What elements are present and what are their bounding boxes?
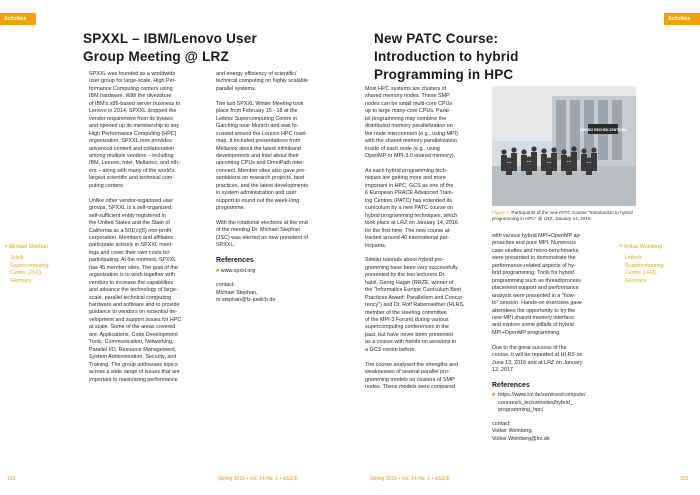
footer-page-number: 103 [680, 476, 689, 482]
body-line: Most HPC systems are clusters of [365, 86, 447, 92]
body-paragraph [365, 257, 484, 354]
body-line: With the rotational elections at the end [216, 220, 308, 227]
body-line: nodes. These models were compared [365, 384, 456, 391]
body-line: ings and cover their own costs for [89, 249, 170, 256]
contact-email[interactable]: m.stephan@fz-juelich.de [216, 297, 276, 304]
body-line: as a course with hands-on sessions in [365, 339, 457, 346]
references-heading: References [216, 257, 254, 265]
affiliation-line: Germany [10, 277, 32, 284]
right-column-2-body [492, 233, 612, 375]
section-tab-right: Activities [664, 13, 700, 25]
body-line: across a wide range of issues that are [89, 369, 180, 376]
body-line: among multiple vendors – including [89, 152, 174, 159]
body-paragraph [89, 198, 207, 384]
body-line: 6 European PRACE Advanced Train- [365, 190, 454, 197]
body-line: ers – along with many of the world's [89, 167, 175, 174]
body-line: place from February 15 - 18 at the [216, 108, 298, 115]
body-line: SPXXL. [216, 242, 235, 249]
reference-item [216, 268, 334, 275]
body-line: participate actively in SPXXL meet- [89, 242, 173, 249]
body-line: gramming have been very successfully [365, 264, 458, 271]
author-name: Volker Weinberg [623, 244, 663, 250]
body-line: and energy efficiency of scientific/ [216, 71, 297, 77]
right-title-line: New PATC Course: [374, 31, 499, 46]
body-paragraph [216, 71, 334, 93]
body-line: ing Centres (PATC) has extended its [365, 197, 452, 204]
body-line: sentations on research projects, best [216, 175, 305, 182]
body-line: distributed memory parallelization on [365, 123, 453, 130]
body-line: vendors to increase the capabilities [89, 279, 174, 286]
body-line: new MPI shared memory interface [492, 314, 575, 321]
contact-label: contact: [216, 282, 235, 289]
body-line: groups, SPXXL is a self-organized, [89, 205, 173, 212]
right-page [350, 0, 700, 495]
left-column-1 [89, 71, 207, 391]
body-line: user group for large-scale, High Per- [89, 78, 177, 85]
body-line: analysis were presented in a "how- [492, 292, 576, 299]
right-column-1 [365, 86, 484, 399]
body-line: inside of each node (e.g., using [365, 145, 440, 152]
body-line: nodes can be small multi-core CPUs [365, 100, 453, 107]
body-line: of the meeting Dr. Michael Stephan [216, 227, 301, 234]
bullet-icon: • [620, 244, 623, 250]
body-line: scale, parallel technical computing [89, 294, 172, 301]
body-line: As each hybrid programming tech- [365, 167, 448, 174]
left-column-2 [216, 71, 334, 305]
body-line: practices, and the latest developments [216, 182, 308, 189]
body-line: for the first time. The new course at- [365, 227, 452, 234]
section-tab-left: Activities [0, 13, 36, 25]
body-line: formance Computing centers using [89, 85, 173, 92]
body-line: 12, 2017. [492, 367, 515, 374]
body-line: OpenMP or MPI-3.0 shared memory). [365, 153, 456, 160]
body-line: habil. Georg Hager (RRZE, winner of [365, 279, 454, 286]
body-line: with the shared memory parallelization [365, 138, 457, 145]
body-line: up to large many-core CPUs. Paral- [365, 108, 451, 115]
body-line: shared memory nodes. These SMP [365, 93, 450, 100]
body-line: Parallel I/O, Resource Management, [89, 346, 177, 353]
body-line: case studies and micro-benchmarks [492, 247, 579, 254]
body-line: velopment and support issues for HPC [89, 316, 182, 323]
body-line: guidance to vendors on essential de- [89, 309, 178, 316]
photo-caption [492, 210, 638, 222]
left-title-line: Group Meeting @ LRZ [83, 49, 229, 64]
body-line: Tools, Communication, Networking, [89, 339, 174, 346]
body-line: gramming models on clusters of SMP [365, 376, 455, 383]
body-line: Training. The group addresses topics [89, 361, 178, 368]
body-line: June 13, 2016 and at LRZ on January [492, 359, 583, 366]
photo-sign-text: LEIBNIZ RECHEN ZENTRUM [580, 128, 626, 132]
body-line: organization. SPXXL now provides [89, 138, 172, 145]
body-line: IBM, Lenovo, Intel, Mellanox, and oth- [89, 160, 180, 167]
body-line: Practices Award: Parallelism and Concur- [365, 294, 465, 301]
body-line: proaches and pure MPI. Numerous [492, 240, 576, 247]
reference-line: programming_hpc/ [498, 407, 544, 414]
body-line: support to round out the week-long [216, 197, 300, 204]
body-line: The last SPXXL Winter Meeting took [216, 100, 304, 107]
bullet-icon: ■ [492, 392, 496, 399]
body-paragraph [216, 220, 334, 250]
body-line: the United States and the State of [89, 220, 170, 227]
body-line: corporation. Members and affiliates [89, 234, 174, 241]
body-line: of the MPI-3 Forum) during various [365, 317, 449, 324]
affiliation-line: Jülich [10, 255, 24, 262]
body-line: were presented to demonstrate the [492, 255, 576, 262]
footer-page-number: 102 [7, 476, 16, 482]
left-column-2-body [216, 71, 334, 250]
bullet-icon: • [5, 244, 8, 250]
contact-name: Michael Stephan, [216, 289, 258, 296]
affiliation-line: Centre (JSC), [10, 270, 43, 277]
body-line: in system administration and user [216, 190, 297, 197]
affiliation-line: Centre (LRZ), [625, 270, 658, 277]
right-title-line: Introduction to hybrid [374, 49, 519, 64]
body-line: Due to the great success of the [492, 344, 567, 351]
body-line: High Performance Computing (HPC) [89, 130, 177, 137]
body-line: MPI+OpenMP programming. [492, 329, 561, 336]
body-line: performance-related aspects of hy- [492, 262, 576, 269]
group-photo-image [492, 86, 636, 206]
body-line: developments and Intel about their [216, 152, 299, 159]
reference-item [492, 392, 612, 414]
body-line: upcoming CPUs and OmniPath inter- [216, 160, 305, 167]
affiliation-line: Germany [625, 277, 647, 284]
body-line: to" session. Hands-on exercises gave [492, 300, 583, 307]
body-line: and advance the technology of large- [89, 287, 178, 294]
body-line: (JSC) was elected as new president of [216, 234, 308, 241]
affiliation-line: Leibniz [625, 255, 642, 262]
right-column-2 [492, 233, 612, 443]
author-name: Michael Stephan [8, 244, 49, 250]
body-line: participating. At the moment, SPXXL [89, 257, 177, 264]
body-line: and opened up its membership to any [89, 123, 180, 130]
body-line: lel programming may combine the [365, 115, 447, 122]
body-line: California as a 501(c)(6) non-profit [89, 227, 172, 234]
reference-line: courses/x_lecturenotes/hybrid_ [498, 399, 573, 406]
body-line: the "Informatics Europe Curriculum Best [365, 287, 461, 294]
body-line: course, it will be repeated at HLRS on [492, 352, 583, 359]
bullet-icon: ■ [216, 267, 220, 274]
body-line: Garching near Munich and was fo- [216, 123, 299, 130]
body-line: cussed around the Lenovo HPC road- [216, 130, 307, 137]
group-photo [492, 86, 636, 206]
body-line: IBM hardware. With the divestiture [89, 93, 172, 100]
body-line: programming such as thread/process [492, 277, 581, 284]
body-line: with various hybrid MPI+OpenMP ap- [492, 233, 582, 239]
body-line: technical computing on highly scalable [216, 78, 308, 85]
contact-label: contact: [492, 420, 511, 427]
body-line: organization is to work together with [89, 272, 175, 279]
body-line: SPXXL was founded as a worldwide [89, 71, 176, 77]
contact-name: Volker Weinberg, [492, 428, 533, 435]
reference-link[interactable]: www.spxxl.org [220, 267, 256, 274]
body-paragraph [492, 233, 612, 337]
body-line: are: Applications, Code Development [89, 331, 178, 338]
body-line: weaknesses of several parallel pro- [365, 369, 450, 376]
body-line: important in HPC, GCS as one of the [365, 182, 454, 189]
body-line: System Administration, Security, and [89, 354, 177, 361]
right-title-line: Programming in HPC [374, 67, 514, 82]
left-title-line: SPXXL – IBM/Lenovo User [83, 31, 257, 46]
body-line: map. It included presentations from [216, 138, 301, 145]
body-line: tracted around 40 international par- [365, 235, 450, 242]
body-line: niques are getting more and more [365, 175, 446, 182]
body-paragraph [365, 362, 484, 392]
body-line: puting centers. [89, 182, 125, 189]
body-line: Mellanox about the latest Infiniband [216, 145, 301, 152]
body-line: presented by the two lecturers Dr. [365, 272, 446, 279]
body-line: rency") and Dr. Rolf Rabenseifner (HLRS, [365, 302, 465, 309]
caption-text: Participants of the new PATC Course "Introduction to hybrid programming in HPC" @ LRZ, January 14, 2016 [492, 210, 633, 221]
body-line: attendees the opportunity to try the [492, 307, 576, 314]
body-line: has 45 member sites. The goal of the [89, 264, 178, 271]
reference-link[interactable] [498, 392, 585, 414]
body-line: supercomputing conferences in the [365, 324, 449, 331]
body-line: Unlike other vendor-organized user [89, 197, 174, 204]
body-line: a GCS centre before. [365, 346, 416, 353]
body-line: Lenovo in 2014, SPXXL dropped the [89, 108, 177, 115]
right-article-title [374, 30, 604, 84]
affiliation-line: Supercomputing [625, 262, 664, 269]
body-paragraph [365, 86, 484, 161]
left-article-title [83, 30, 323, 66]
body-line: placement support and performance [492, 285, 579, 292]
body-line: advanced content and collaboration [89, 145, 175, 152]
body-line: of IBM's x86-based server business to [89, 100, 181, 107]
body-line: at scale. Some of the areas covered [89, 324, 176, 331]
body-line: connect. Member sites also gave pre- [216, 167, 306, 174]
references-heading: References [492, 382, 530, 390]
body-paragraph [365, 168, 484, 250]
author-affiliation [620, 255, 692, 285]
body-line: took place at LRZ on January 14, 2016 [365, 220, 458, 227]
body-line: parallel systems. [216, 85, 257, 92]
affiliation-line: Supercomputing [10, 262, 49, 269]
body-line: Similar tutorials about hybrid pro- [365, 257, 445, 264]
body-line: and explore some pitfalls of hybrid [492, 322, 574, 329]
body-line: important to maximizing performance [89, 376, 178, 383]
reference-line: https://www.lrz.de/services/compute/ [498, 392, 586, 399]
body-line: the node interconnect (e.g., using MPI) [365, 130, 458, 137]
body-paragraph [216, 101, 334, 213]
body-line: self-sufficient entity registered in [89, 212, 166, 219]
body-line: hardware and software and to provide [89, 302, 180, 309]
footer-issue: Spring 2016 • Vol. 14 No. 1 • inSiDE [218, 476, 298, 482]
author-affiliation [5, 255, 65, 285]
right-author-sidebar [620, 244, 692, 285]
body-line: past, but have never been presented [365, 331, 453, 338]
body-line: largest scientific and technical com- [89, 175, 175, 182]
body-line: member of the steering committee [365, 309, 447, 316]
body-paragraph [492, 345, 612, 375]
contact-email[interactable]: Volker.Weinberg@lrz.de [492, 435, 550, 442]
body-line: The course analysed the strengths and [365, 361, 459, 368]
body-paragraph [89, 71, 207, 190]
body-line: programme. [216, 205, 246, 212]
caption-label: Figure 1: [492, 210, 511, 215]
body-line: hybrid programming techniques, which [365, 212, 458, 219]
body-line: vendor requirement from its bylaws [89, 115, 173, 122]
footer-issue: Spring 2016 • Vol. 14 No. 1 • inSiDE [370, 476, 450, 482]
left-author-sidebar [5, 244, 65, 285]
body-line: Leibniz Supercomputing Centre in [216, 115, 298, 122]
body-line: brid programming. Tools for hybrid [492, 270, 574, 277]
body-line: curriculum by a new PATC course on [365, 205, 454, 212]
body-line: ticipants. [365, 242, 387, 249]
